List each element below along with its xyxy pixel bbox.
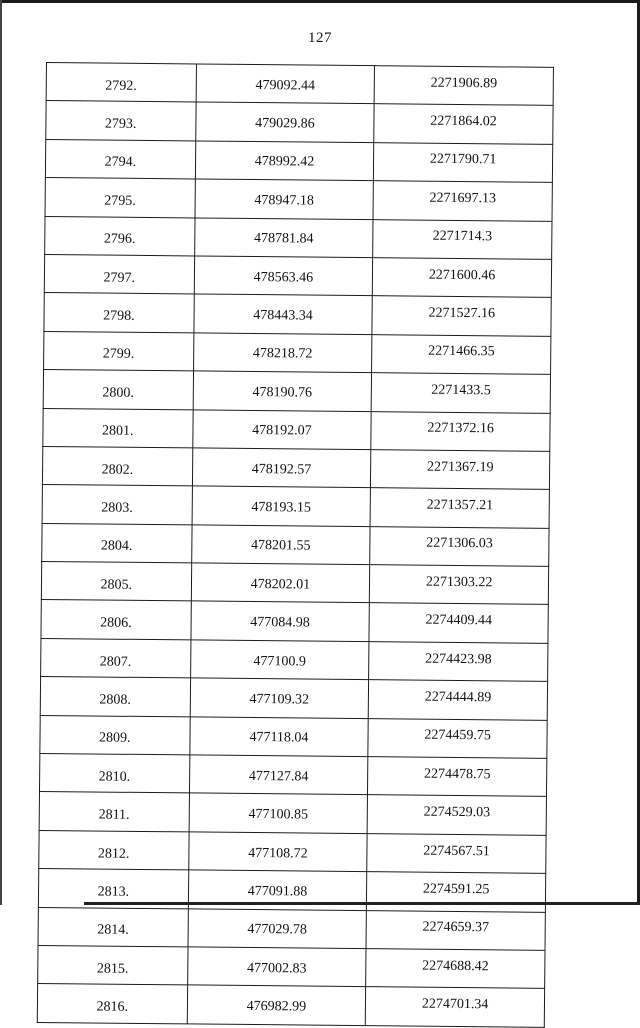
x-coordinate-cell: 477084.98 [191,601,370,641]
x-coordinate-cell: 478563.46 [194,256,373,296]
y-coordinate-cell: 2274591.25 [367,872,546,912]
point-number-cell: 2812. [39,830,189,870]
table-row [38,945,545,988]
scan-border-top [0,0,640,3]
x-coordinate-cell: 478202.01 [191,563,370,603]
table-row [41,638,548,681]
table-row [39,792,546,835]
table-row [45,216,552,259]
table-row [40,715,547,758]
point-number-cell: 2800. [43,370,193,410]
point-number-cell: 2816. [37,984,187,1024]
table-row [41,600,548,643]
point-number-cell: 2804. [42,523,192,563]
y-coordinate-cell: 2271306.03 [370,526,549,566]
y-coordinate-cell: 2274529.03 [367,795,546,835]
y-coordinate-cell: 2274688.42 [366,949,545,989]
point-number-cell: 2794. [45,139,195,179]
x-coordinate-cell: 477127.84 [189,755,368,795]
table-row [42,523,549,566]
table-row [46,63,553,106]
x-coordinate-cell: 476982.99 [187,985,366,1025]
table-row [40,677,547,720]
x-coordinate-cell: 478201.55 [191,525,370,565]
coordinates-table [37,62,554,1028]
point-number-cell: 2809. [40,715,190,755]
table-row [43,408,550,451]
x-coordinate-cell: 479092.44 [196,64,375,104]
point-number-cell: 2811. [39,792,189,832]
point-number-cell: 2806. [41,600,191,640]
point-number-cell: 2793. [46,101,196,141]
point-number-cell: 2814. [38,907,188,947]
x-coordinate-cell: 477108.72 [188,832,367,872]
point-number-cell: 2797. [44,254,194,294]
table-row [45,178,552,221]
y-coordinate-cell: 2271372.16 [371,411,550,451]
point-number-cell: 2792. [46,63,196,103]
coordinates-table-body [37,63,553,1028]
scan-border-left [0,0,2,905]
y-coordinate-cell: 2274459.75 [368,718,547,758]
point-number-cell: 2815. [38,945,188,985]
point-number-cell: 2795. [45,178,195,218]
x-coordinate-cell: 478947.18 [195,179,374,219]
x-coordinate-cell: 478193.15 [192,486,371,526]
table-row [41,562,548,605]
table-row [39,754,546,797]
x-coordinate-cell: 477002.83 [187,947,366,987]
point-number-cell: 2798. [44,293,194,333]
y-coordinate-cell: 2271714.3 [373,219,552,259]
table-row [44,254,551,297]
point-number-cell: 2807. [41,638,191,678]
table-row [44,331,551,374]
y-coordinate-cell: 2274444.89 [368,680,547,720]
x-coordinate-cell: 479029.86 [195,102,374,142]
y-coordinate-cell: 2271433.5 [371,373,550,413]
x-coordinate-cell: 477091.88 [188,870,367,910]
y-coordinate-cell: 2271527.16 [372,296,551,336]
point-number-cell: 2805. [41,562,191,602]
x-coordinate-cell: 477109.32 [190,678,369,718]
x-coordinate-cell: 478781.84 [194,217,373,257]
x-coordinate-cell: 477118.04 [189,717,368,757]
table-row [43,370,550,413]
y-coordinate-cell: 2271466.35 [372,334,551,374]
y-coordinate-cell: 2274659.37 [366,910,545,950]
x-coordinate-cell: 477100.85 [189,793,368,833]
y-coordinate-cell: 2271697.13 [373,181,552,221]
y-coordinate-cell: 2274423.98 [369,641,548,681]
point-number-cell: 2801. [43,408,193,448]
table-row [42,446,549,489]
y-coordinate-cell: 2271367.19 [371,450,550,490]
point-number-cell: 2808. [40,677,190,717]
y-coordinate-cell: 2271906.89 [374,66,553,106]
point-number-cell: 2799. [44,331,194,371]
y-coordinate-cell: 2271303.22 [370,565,549,605]
y-coordinate-cell: 2274409.44 [369,603,548,643]
table-row [39,830,546,873]
y-coordinate-cell: 2271864.02 [374,104,553,144]
x-coordinate-cell: 477100.9 [190,640,369,680]
point-number-cell: 2802. [42,446,192,486]
point-number-cell: 2796. [45,216,195,256]
x-coordinate-cell: 478443.34 [194,294,373,334]
x-coordinate-cell: 478992.42 [195,141,374,181]
table-row [37,984,544,1027]
point-number-cell: 2810. [39,754,189,794]
page-number: 127 [308,30,332,46]
x-coordinate-cell: 478218.72 [193,333,372,373]
y-coordinate-cell: 2271790.71 [374,142,553,182]
x-coordinate-cell: 477029.78 [188,908,367,948]
x-coordinate-cell: 478190.76 [193,371,372,411]
table-row [45,139,552,182]
y-coordinate-cell: 2274701.34 [366,987,545,1027]
y-coordinate-cell: 2274478.75 [368,757,547,797]
table-row [44,293,551,336]
y-coordinate-cell: 2271600.46 [373,258,552,298]
x-coordinate-cell: 478192.57 [192,448,371,488]
y-coordinate-cell: 2274567.51 [367,833,546,873]
table-row [38,869,545,912]
table-row [46,101,553,144]
y-coordinate-cell: 2271357.21 [370,488,549,528]
point-number-cell: 2803. [42,485,192,525]
table-row [42,485,549,528]
x-coordinate-cell: 478192.07 [192,409,371,449]
point-number-cell: 2813. [38,869,188,909]
table-row [38,907,545,950]
